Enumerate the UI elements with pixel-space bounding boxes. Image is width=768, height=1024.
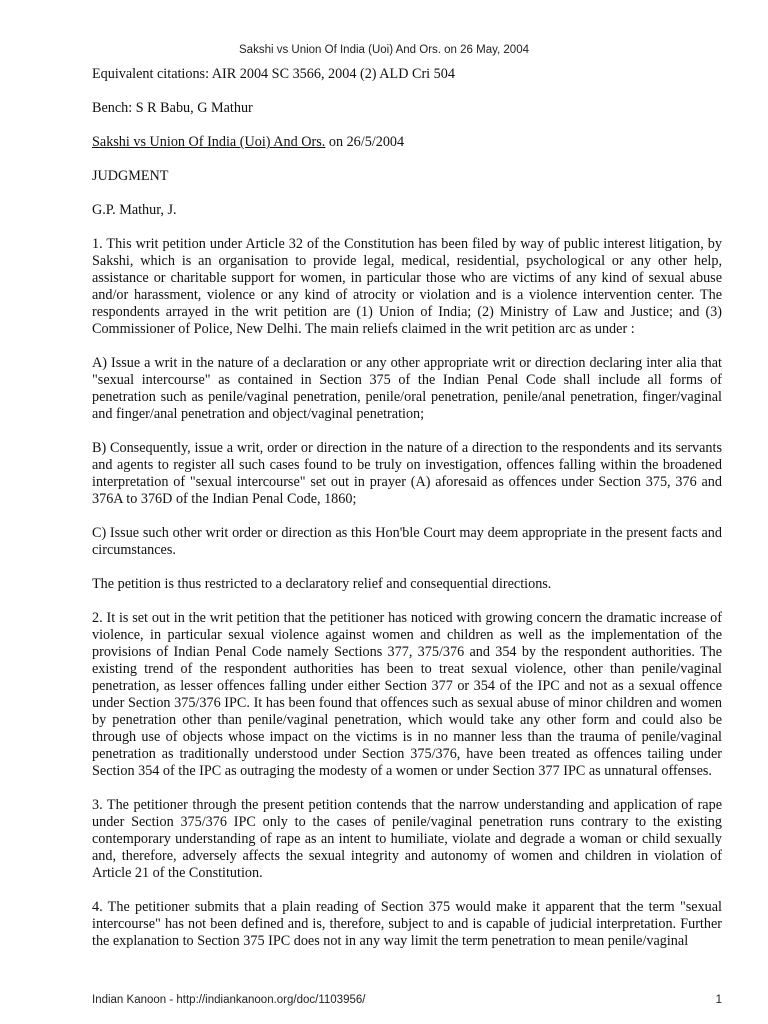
page-number: 1	[715, 994, 722, 1006]
document-body	[92, 66, 722, 950]
paragraph-3: 3. The petitioner through the present petition contends that the narrow understanding and application of rape under Section 375/376 IPC only to the cases of penile/vaginal penetration runs contrary to the existing contemporary understanding of rape as an intent to humiliate, violate and degrade a woman or child sexually and, therefore, adversely affects the sexual integrity and autonomy of women and children in violation of Article 21 of the Constitution.	[92, 797, 722, 881]
page-footer	[92, 994, 722, 1006]
judgment-heading: JUDGMENT	[92, 168, 169, 184]
case-date: on 26/5/2004	[325, 134, 405, 150]
bench: Bench: S R Babu, G Mathur	[92, 100, 253, 116]
paragraph-2: 2. It is set out in the writ petition that the petitioner has noticed with growing concern the dramatic increase of violence, in particular sexual violence against women and children as well as the implementation of the provisions of Indian Penal Code namely Sections 377, 375/376 and 354 by the respondent authorities. The existing trend of the respondent authorities has been to treat sexual violence, other than penile/vaginal penetration, as lesser offences falling under either Section 377 or 354 of the IPC and not as a sexual offence under Section 375/376 IPC. It has been found that offences such as sexual abuse of minor children and women by penetration other than penile/vaginal penetration, which would take any other form and could also be through use of objects whose impact on the victims is in no manner less than the trauma of penile/vaginal penetration as traditionally understood under Section 375/376, have been treated as offences tailing under Section 354 of the IPC as outraging the modesty of a women or under Section 377 IPC as unnatural offenses.	[92, 610, 722, 779]
case-title-link[interactable]: Sakshi vs Union Of India (Uoi) And Ors.	[92, 134, 326, 150]
prayer-b: B) Consequently, issue a writ, order or direction in the nature of a direction to the respondents and its servants and agents to register all such cases found to be truly on investigation, offences falling within the broadened interpretation of "sexual intercourse" set out in prayer (A) aforesaid as offences under Section 375, 376 and 376A to 376D of the Indian Penal Code, 1860;	[92, 440, 722, 507]
case-title-line	[92, 134, 722, 151]
equivalent-citations: Equivalent citations: AIR 2004 SC 3566, 2004 (2) ALD Cri 504	[92, 66, 455, 82]
paragraph-4: 4. The petitioner submits that a plain reading of Section 375 would make it apparent that the term "sexual intercourse" has not been defined and is, therefore, subject to and is capable of judicial interpretation. Further the explanation to Section 375 IPC does not in any way limit the term penetration to mean penile/vaginal	[92, 899, 722, 949]
page-header: Sakshi vs Union Of India (Uoi) And Ors. on 26 May, 2004	[239, 44, 529, 56]
prayer-c: C) Issue such other writ order or direction as this Hon'ble Court may deem appropriate in the present facts and circumstances.	[92, 525, 722, 558]
paragraph-1: 1. This writ petition under Article 32 of the Constitution has been filed by way of public interest litigation, by Sakshi, which is an organisation to provide legal, medical, residential, psychological or any other help, assistance or charitable support for women, in particular those who are victims of any kind of sexual abuse and/or harassment, violence or any kind of atrocity or violation and is a violence intervention center. The respondents arrayed in the writ petition are (1) Union of India; (2) Ministry of Law and Justice; and (3) Commissioner of Police, New Delhi. The main reliefs claimed in the writ petition arc as under :	[92, 236, 722, 337]
footer-source: Indian Kanoon - http://indiankanoon.org/doc/1103956/	[92, 994, 366, 1006]
judge-author: G.P. Mathur, J.	[92, 202, 177, 218]
petition-scope: The petition is thus restricted to a declaratory relief and consequential directions.	[92, 576, 552, 592]
prayer-a: A) Issue a writ in the nature of a declaration or any other appropriate writ or direction declaring inter alia that "sexual intercourse" as contained in Section 375 of the Indian Penal Code shall include all forms of penetration such as penile/vaginal penetration, penile/oral penetration, penile/anal penetration, finger/vaginal and finger/anal penetration and object/vaginal penetration;	[92, 355, 722, 422]
